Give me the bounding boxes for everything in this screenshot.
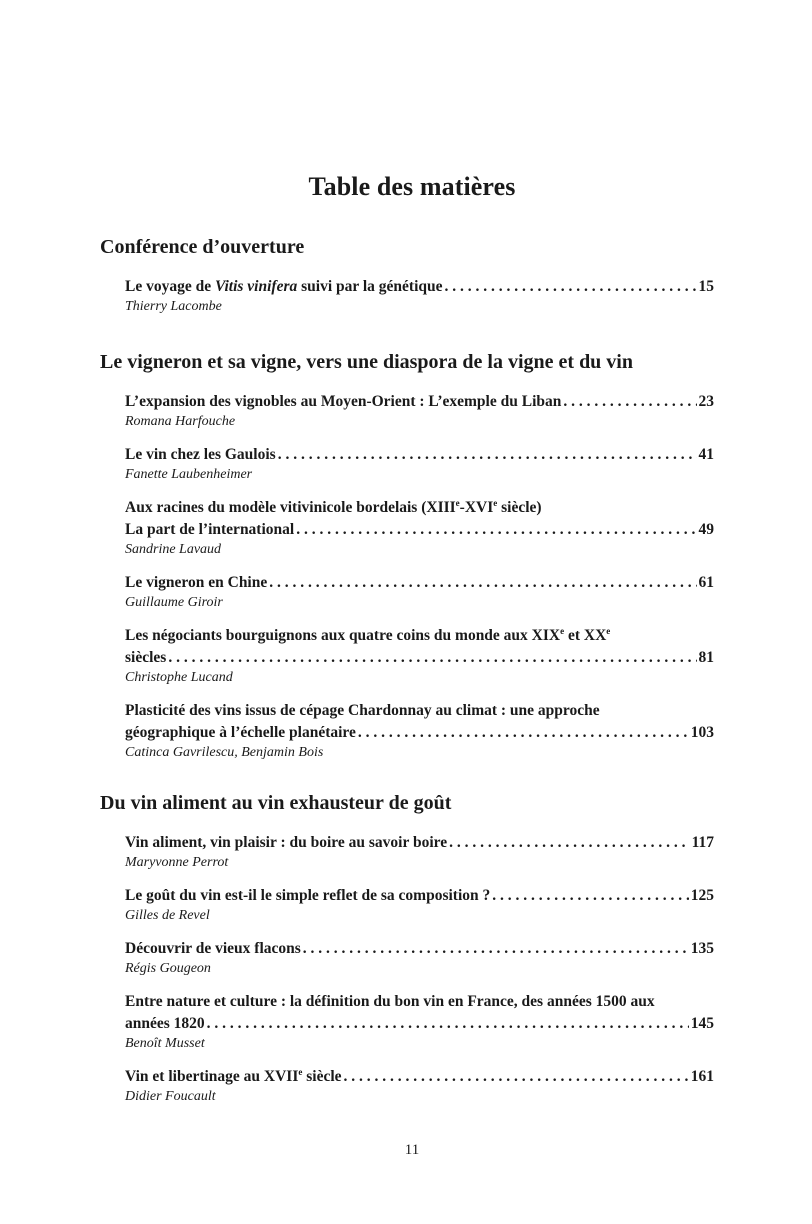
page-number: 103 bbox=[690, 724, 714, 741]
entry-title: Le vigneron en Chine bbox=[125, 574, 268, 591]
entry-title: L’expansion des vignobles au Moyen-Orient : L’exemple du Liban bbox=[125, 393, 562, 410]
entry-author: Benoît Musset bbox=[125, 1036, 205, 1051]
toc-section bbox=[100, 234, 714, 329]
dot-leader bbox=[344, 1066, 689, 1088]
section-heading: Le vigneron et sa vigne, vers une diaspora de la vigne et du vin bbox=[100, 351, 633, 373]
dot-leader bbox=[207, 1013, 689, 1035]
entry-author: Fanette Laubenheimer bbox=[125, 467, 253, 482]
dot-leader bbox=[445, 276, 697, 298]
page-number: 117 bbox=[691, 834, 714, 851]
entry-list bbox=[125, 276, 714, 316]
entry-author: Guillaume Giroir bbox=[125, 595, 223, 610]
toc-entry[interactable] bbox=[125, 700, 714, 762]
page-number: 135 bbox=[690, 940, 714, 957]
page-number: 81 bbox=[698, 649, 714, 666]
toc-entry[interactable] bbox=[125, 938, 714, 978]
dot-leader bbox=[358, 722, 689, 744]
toc-entry[interactable] bbox=[125, 625, 714, 687]
entry-title: La part de l’international bbox=[125, 521, 295, 538]
entry-title-line1: Entre nature et culture : la définition du bon vin en France, des années 1500 aux bbox=[125, 993, 655, 1010]
toc-entry[interactable] bbox=[125, 444, 714, 484]
entry-title: géographique à l’échelle planétaire bbox=[125, 724, 356, 741]
entry-title: années 1820 bbox=[125, 1015, 205, 1032]
page-number: 61 bbox=[698, 574, 714, 591]
toc-entry[interactable] bbox=[125, 991, 714, 1053]
page-number: 23 bbox=[698, 393, 714, 410]
entry-author: Gilles de Revel bbox=[125, 908, 210, 923]
entry-author: Régis Gougeon bbox=[125, 961, 211, 976]
toc-entry[interactable] bbox=[125, 276, 714, 316]
entry-author: Romana Harfouche bbox=[125, 414, 236, 429]
dot-leader bbox=[492, 885, 689, 907]
toc-entry[interactable] bbox=[125, 832, 714, 872]
toc-entry[interactable] bbox=[125, 391, 714, 431]
dot-leader bbox=[168, 647, 696, 669]
page-number: 41 bbox=[698, 446, 714, 463]
toc-section bbox=[100, 790, 714, 1119]
page-number: 15 bbox=[698, 278, 714, 295]
toc-entry[interactable] bbox=[125, 1066, 714, 1106]
section-heading: Conférence d’ouverture bbox=[100, 236, 305, 258]
page-folio: 11 bbox=[404, 1142, 420, 1158]
page-number: 145 bbox=[690, 1015, 714, 1032]
entry-author: Didier Foucault bbox=[125, 1089, 216, 1104]
entry-title: Le voyage de Vitis vinifera suivi par la génétique bbox=[125, 278, 443, 295]
entry-title: Le goût du vin est-il le simple reflet de sa composition ? bbox=[125, 887, 491, 904]
entry-title-line1: Aux racines du modèle vitivinicole bordelais (XIIIe-XVIe siècle) bbox=[125, 498, 542, 516]
entry-title: Le vin chez les Gaulois bbox=[125, 446, 276, 463]
dot-leader bbox=[296, 519, 696, 541]
toc-entry[interactable] bbox=[125, 497, 714, 559]
entry-list bbox=[125, 391, 714, 762]
entry-title: siècles bbox=[125, 649, 167, 666]
page-title: Table des matières bbox=[308, 172, 516, 202]
page-number: 49 bbox=[698, 521, 714, 538]
entry-author: Christophe Lucand bbox=[125, 670, 233, 685]
entry-title-line1: Plasticité des vins issus de cépage Chardonnay au climat : une approche bbox=[125, 702, 600, 719]
entry-title: Vin et libertinage au XVIIe siècle bbox=[125, 1067, 342, 1085]
dot-leader bbox=[563, 391, 696, 413]
toc-entry[interactable] bbox=[125, 572, 714, 612]
dot-leader bbox=[449, 832, 689, 854]
entry-author: Maryvonne Perrot bbox=[125, 855, 229, 870]
section-heading: Du vin aliment au vin exhausteur de goût bbox=[100, 792, 452, 814]
toc-section bbox=[100, 349, 714, 775]
entry-title: Découvrir de vieux flacons bbox=[125, 940, 301, 957]
entry-author: Thierry Lacombe bbox=[125, 299, 222, 314]
dot-leader bbox=[278, 444, 697, 466]
page-number: 161 bbox=[690, 1068, 714, 1085]
entry-author: Sandrine Lavaud bbox=[125, 542, 222, 557]
dot-leader bbox=[269, 572, 696, 594]
dot-leader bbox=[303, 938, 689, 960]
toc-entry[interactable] bbox=[125, 885, 714, 925]
entry-title: Vin aliment, vin plaisir : du boire au savoir boire bbox=[125, 834, 448, 851]
page-number: 125 bbox=[690, 887, 714, 904]
entry-author: Catinca Gavrilescu, Benjamin Bois bbox=[125, 745, 324, 760]
entry-title-line1: Les négociants bourguignons aux quatre coins du monde aux XIXe et XXe bbox=[125, 626, 611, 644]
entry-list bbox=[125, 832, 714, 1106]
